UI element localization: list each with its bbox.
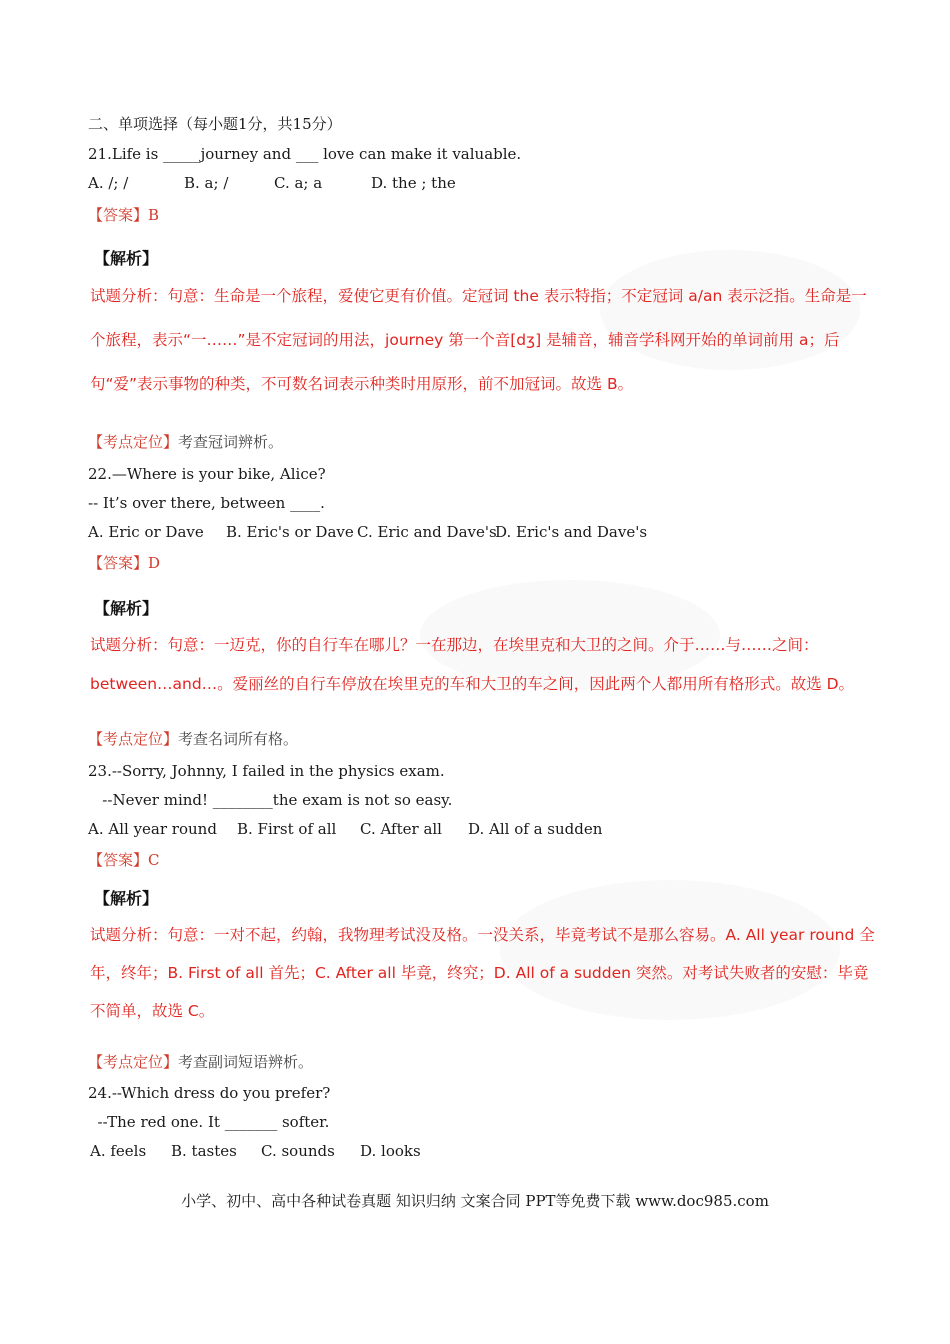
analysis-22: 试题分析：句意：一迈克，你的自行车在哪儿？一在那边，在埃里克和大卫的之间。介于……与……之间：between…and…。爱丽丝的自行车停放在埃里克的车和大卫的车之间，因此两个人都用所有格形式。故选 D。 — [90, 636, 855, 693]
option-d: D. Eric's and Dave's — [495, 523, 648, 541]
answer-21: 【答案】B — [88, 206, 160, 224]
option-d: D. looks — [360, 1142, 421, 1160]
question-23-stem2: --Never mind! ________the exam is not so easy. — [88, 791, 453, 809]
option-a: A. Eric or Dave — [88, 523, 204, 541]
point-text: 考查冠词辨析。 — [178, 433, 284, 451]
section-title: 二、单项选择（每小题1分，共15分） — [88, 115, 342, 133]
question-22-stem2: -- It’s over there, between ____. — [88, 494, 325, 512]
question-24-stem: 24.--Which dress do you prefer? — [88, 1084, 331, 1102]
option-d: D. the ; the — [371, 174, 456, 192]
option-b: B. tastes — [171, 1142, 237, 1160]
point-label: 【考点定位】 — [88, 433, 179, 451]
point-23 — [88, 1052, 313, 1072]
answer-23: 【答案】C — [88, 851, 160, 869]
point-22 — [88, 729, 298, 749]
point-text: 考查名词所有格。 — [178, 730, 299, 748]
question-23-stem: 23.--Sorry, Johnny, I failed in the physics exam. — [88, 762, 445, 780]
option-a: A. All year round — [88, 820, 217, 838]
point-21 — [88, 432, 283, 452]
option-c: C. a; a — [274, 174, 323, 192]
analysis-21: 试题分析：句意：生命是一个旅程，爱使它更有价值。定冠词 the 表示特指；不定冠词 a/an 表示泛指。生命是一个旅程，表示“一……”是不定冠词的用法，journey 第一个音[dʒ] 是辅音，辅音学科网开始的单词前用 a；后句“爱”表示事物的种类，不可数名词表示种类时用原形，前不加冠词。故选 B。 — [90, 287, 867, 393]
point-label: 【考点定位】 — [88, 1053, 179, 1071]
option-b: B. a; / — [184, 174, 229, 192]
option-a: A. /; / — [88, 174, 129, 192]
analysis-23: 试题分析：句意：一对不起，约翰，我物理考试没及格。一没关系，毕竟考试不是那么容易。A. All year round 全年，终年；B. First of all 首先；C. After all 毕竟，终究；D. All of a sudden 突然。对考试失败者的安慰：毕竟不简单，故选 C。 — [90, 926, 875, 1020]
option-a: A. feels — [90, 1142, 147, 1160]
answer-22: 【答案】D — [88, 554, 161, 572]
question-24-stem2: --The red one. It _______ softer. — [88, 1113, 330, 1131]
analysis-label-23: 【解析】 — [94, 889, 159, 908]
question-21-stem: 21.Life is _____journey and ___ love can make it valuable. — [88, 145, 522, 163]
option-c: C. Eric and Dave's — [357, 523, 497, 541]
option-c: C. After all — [360, 820, 442, 838]
option-d: D. All of a sudden — [468, 820, 603, 838]
option-b: B. First of all — [237, 820, 337, 838]
analysis-label-21: 【解析】 — [94, 249, 159, 268]
page-footer: 小学、初中、高中各种试卷真题 知识归纳 文案合同 PPT等免费下载 www.doc985.com — [181, 1192, 769, 1210]
option-b: B. Eric's or Dave — [226, 523, 354, 541]
question-22-stem: 22.—Where is your bike, Alice? — [88, 465, 326, 483]
analysis-label-22: 【解析】 — [94, 599, 159, 618]
point-text: 考查副词短语辨析。 — [178, 1053, 314, 1071]
option-c: C. sounds — [261, 1142, 335, 1160]
point-label: 【考点定位】 — [88, 730, 179, 748]
